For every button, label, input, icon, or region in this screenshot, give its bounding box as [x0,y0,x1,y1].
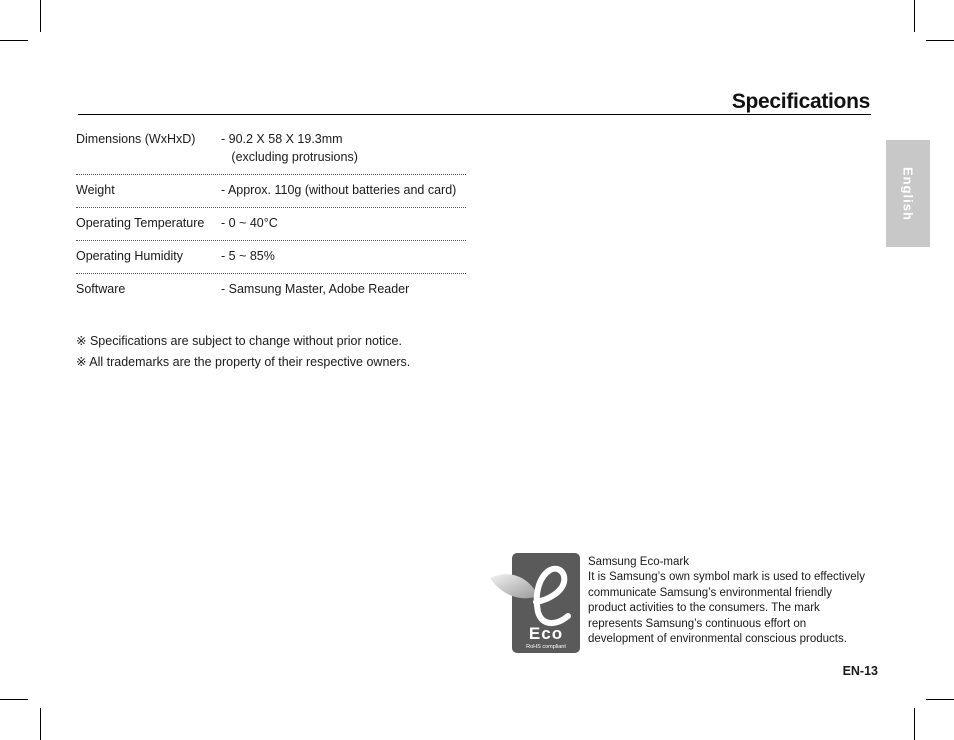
title-divider [78,114,871,115]
spec-label: Operating Temperature [76,216,205,230]
note-item: ※ All trademarks are the property of their respective owners. [76,355,411,369]
crop-mark [926,40,954,41]
crop-mark [40,0,41,32]
spec-row [76,243,466,274]
spec-label: Weight [76,183,115,197]
language-tab [886,140,930,247]
note-item: ※ Specifications are subject to change without prior notice. [76,334,402,348]
eco-body: It is Samsung’s own symbol mark is used to effectively communicate Samsung’s environmental friendly product activities to the consumers. The mark represents Samsung’s continuous effort on development of environmental conscious products. [588,571,865,646]
eco-logo-subtext: RoHS compliant [526,644,566,650]
eco-description [588,555,868,647]
spec-value: - 0 ~ 40°C [221,216,278,230]
crop-mark [0,699,28,700]
spec-row [76,130,466,175]
page-number: EN-13 [842,664,878,678]
spec-table [76,130,466,308]
spec-row [76,177,466,208]
crop-mark [914,0,915,32]
crop-mark [40,708,41,740]
crop-mark [926,699,954,700]
crop-mark [914,708,915,740]
spec-label: Operating Humidity [76,249,183,263]
spec-row [76,210,466,241]
notes [76,331,410,373]
spec-value: - 5 ~ 85% [221,249,275,263]
spec-value: - 90.2 X 58 X 19.3mm (excluding protrusions) [221,132,358,164]
eco-logo-text: Eco [528,624,564,643]
eco-title: Samsung Eco-mark [588,556,689,568]
page-title: Specifications [731,90,870,113]
spec-label: Dimensions (WxHxD) [76,132,196,146]
spec-row [76,276,466,306]
language-tab-label: English [900,166,916,221]
crop-mark [0,40,28,41]
spec-value: - Approx. 110g (without batteries and card) [221,183,457,197]
eco-mark-logo [488,552,582,654]
spec-value: - Samsung Master, Adobe Reader [221,282,410,296]
spec-label: Software [76,282,126,296]
